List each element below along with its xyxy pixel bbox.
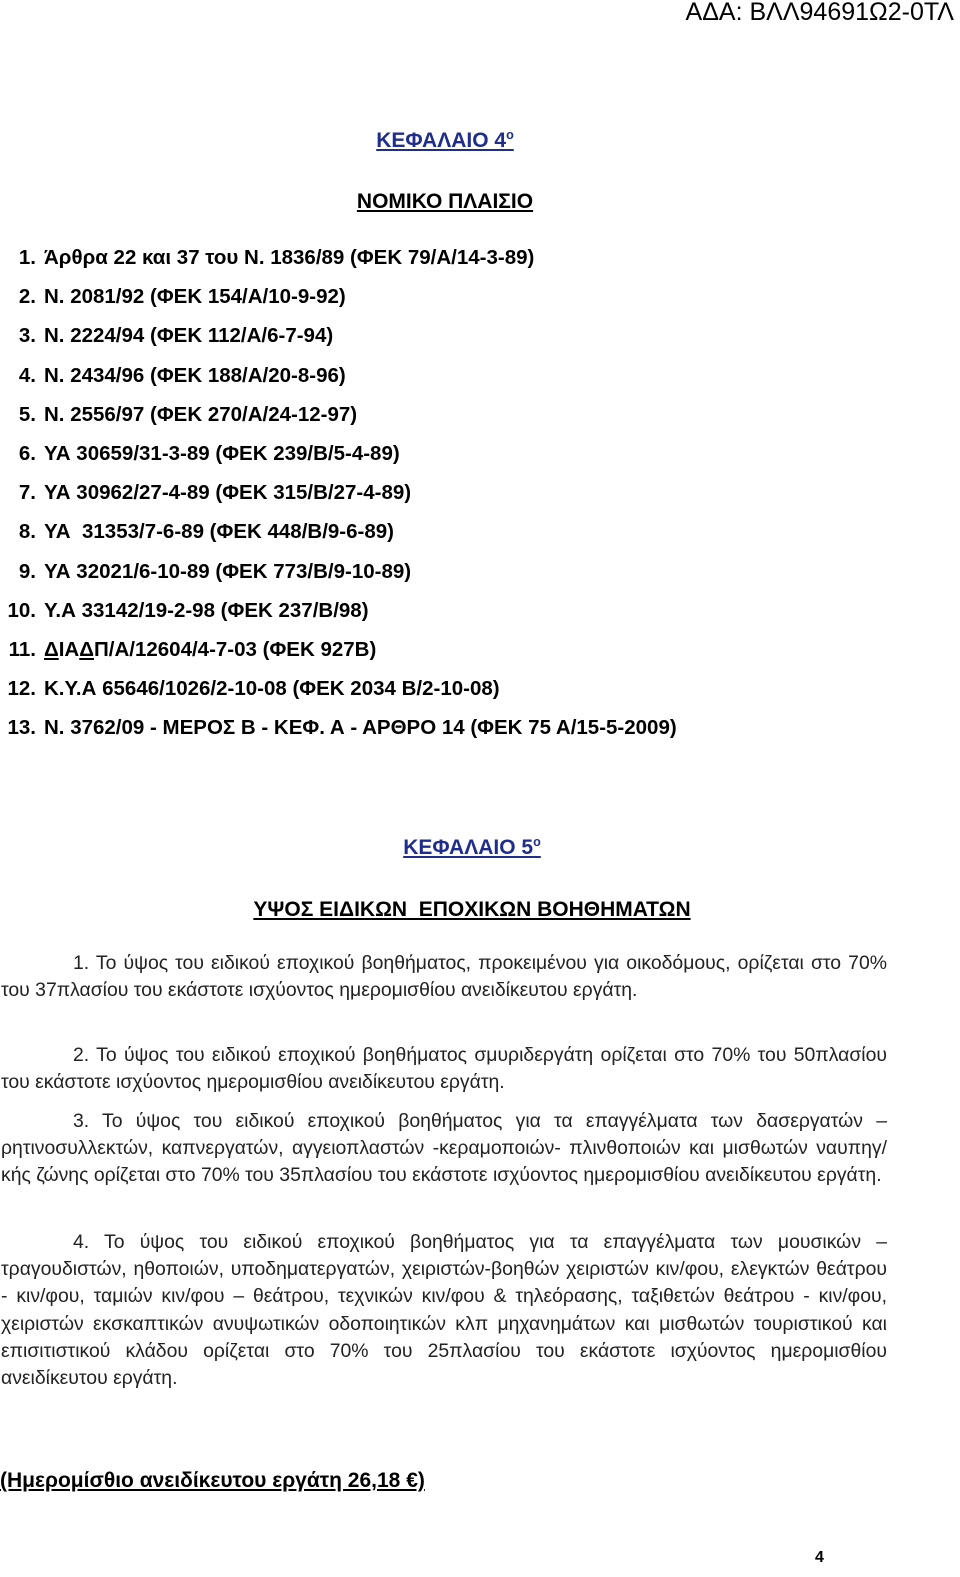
list-item: [0, 512, 677, 551]
list-item-text: Υ.Α 33142/19-2-98 (ΦΕΚ 237/Β/98): [44, 598, 369, 622]
list-item-text: ΥΑ 30962/27-4-89 (ΦΕΚ 315/Β/27-4-89): [44, 481, 412, 505]
text-fragment: ΙΑ: [58, 637, 80, 661]
chapter-4-title: [0, 128, 890, 153]
paragraph-text: ορίζεται στο 70% του 37πλασίου του εκάστοτε ισχύοντος ημερομισθίου ανειδίκευτου εργάτη.: [1, 952, 887, 1002]
chapter-5-title-text: ΚΕΦΑΛΑΙΟ 5: [403, 836, 534, 859]
paragraph-lead: 3. Το ύψος του ειδικού εποχικού βοηθήματος για τα επαγγέλματα των: [73, 1110, 743, 1132]
list-item: [0, 591, 677, 630]
list-item-number: 11.: [8, 637, 36, 661]
paragraph-2: [1, 1042, 887, 1096]
list-item-text: Ν. 2224/94 (ΦΕΚ 112/Α/6-7-94): [44, 324, 334, 348]
list-item: [0, 356, 677, 395]
list-item-text: Ν. 3762/09 - ΜΕΡΟΣ Β - ΚΕΦ. Α - ΑΡΘΡΟ 14 (ΦΕΚ 75 Α/15-5-2009): [44, 716, 677, 740]
list-item-text: ΥΑ 32021/6-10-89 (ΦΕΚ 773/Β/9-10-89): [44, 559, 412, 583]
list-item-number: 12.: [7, 677, 36, 701]
paragraph-4: [1, 1229, 887, 1392]
list-item-number: 6.: [18, 441, 36, 465]
seasonal-benefits-title: ΥΨΟΣ ΕΙΔΙΚΩΝ ΕΠΟΧΙΚΩΝ ΒΟΗΘΗΜΑΤΩΝ: [253, 898, 691, 921]
list-item-text: ΥΑ 30659/31-3-89 (ΦΕΚ 239/Β/5-4-89): [44, 441, 400, 465]
list-item-text: Άρθρα 22 και 37 του Ν. 1836/89 (ΦΕΚ 79/Α/14-3-89): [44, 246, 535, 269]
paragraph-text: μουσικών – τραγουδιστών, ηθοποιών, υποδηματεργατών, χειριστών-βοηθών χειριστών κιν/φου, ελεγκτών θεάτρου - κιν/φου, ταμιών κιν/φου – θεάτρου, τεχνικών κιν/φου & τηλεόρασης, ταξιθετών θεάτρου - κιν/φου, χειριστών εκσκαπτικών ανυψωτικών οδοποιητικών κλπ μηχανημάτων και μισθωτών τουριστικού και επισιτιστικού κλάδου ορίζεται στο 70% του 25πλασίου του εκάστοτε ισχύοντος ημερομισθίου ανειδίκευτου εργάτη.: [1, 1231, 887, 1390]
list-item-number: 4.: [18, 363, 36, 387]
paragraph-lead: 2. Το ύψος του ειδικού εποχικού βοηθήματος σμυριδεργάτη ορίζεται στο 70%: [73, 1044, 751, 1066]
paragraph-text: δασεργατών – ρητινοσυλλεκτών, καπνεργατών, αγγειοπλαστών -κεραμοποιών- πλινθοποιών και μισθωτών ναυπηγ/κής ζώνης ορίζεται στο 70% του 35πλασίου του εκάστοτε ισχύοντος ημερομισθίου ανειδίκευτου εργάτη.: [1, 1110, 887, 1187]
wage-note: (Ημερομίσθιο ανειδίκευτου εργάτη 26,18 €): [0, 1469, 425, 1492]
list-item-number: 9.: [18, 559, 36, 583]
chapter-5-title-sup: ο: [533, 835, 541, 849]
list-item-text: ΥΑ 31353/7-6-89 (ΦΕΚ 448/Β/9-6-89): [44, 520, 394, 544]
list-item-number: 3.: [18, 324, 36, 348]
list-item: [0, 669, 677, 708]
list-item-text: Ν. 2081/92 (ΦΕΚ 154/Α/10-9-92): [44, 285, 346, 309]
paragraph-1: [1, 950, 887, 1004]
list-item-number: 7.: [18, 481, 36, 505]
list-item: [0, 238, 677, 277]
list-item-number: 2.: [18, 285, 36, 309]
list-item: [0, 277, 677, 316]
paragraph-3: [1, 1108, 887, 1190]
list-item: [0, 316, 677, 355]
paragraph-text: του 50πλασίου του εκάστοτε ισχύοντος ημερομισθίου ανειδίκευτου εργάτη.: [1, 1044, 887, 1094]
chapter-4-title-text: ΚΕΦΑΛΑΙΟ 4: [376, 129, 507, 152]
list-item: [0, 552, 677, 591]
paragraph-lead: 1. Το ύψος του ειδικού εποχικού βοηθήματος, προκειμένου για οικοδόμους,: [73, 952, 731, 974]
page-number: 4: [815, 1549, 824, 1566]
list-item-number: 13.: [7, 716, 36, 740]
text-fragment: Π/Α/12604/4-7-03 (ΦΕΚ 927Β): [93, 637, 377, 661]
list-item-text: [44, 638, 376, 661]
list-item-number: 8.: [18, 520, 36, 544]
list-item: [0, 473, 677, 512]
list-item-number: 1.: [18, 246, 36, 269]
list-item-text: Ν. 2434/96 (ΦΕΚ 188/Α/20-8-96): [44, 363, 346, 387]
list-item-text: Κ.Υ.Α 65646/1026/2-10-08 (ΦΕΚ 2034 Β/2-10-08): [44, 677, 500, 701]
list-item: [0, 630, 677, 669]
underlined-letter: Δ: [44, 637, 59, 661]
chapter-5-title: [0, 835, 944, 860]
underlined-letter: Δ: [79, 637, 94, 661]
chapter-4-title-sup: ο: [506, 128, 514, 142]
legal-framework-title: ΝΟΜΙΚΟ ΠΛΑΙΣΙΟ: [356, 190, 534, 213]
list-item-number: 5.: [18, 402, 36, 426]
list-item: [0, 395, 677, 434]
paragraph-lead: 4. Το ύψος του ειδικού εποχικού βοηθήματος για τα επαγγέλματα των: [73, 1231, 763, 1253]
law-list: [0, 238, 677, 747]
list-item-text: Ν. 2556/97 (ΦΕΚ 270/Α/24-12-97): [44, 402, 358, 426]
list-item: [0, 434, 677, 473]
ada-code: ΑΔΑ: ΒΛΛ94691Ω2-0ΤΛ: [685, 0, 954, 26]
list-item-number: 10.: [7, 598, 36, 622]
list-item: [0, 708, 677, 747]
